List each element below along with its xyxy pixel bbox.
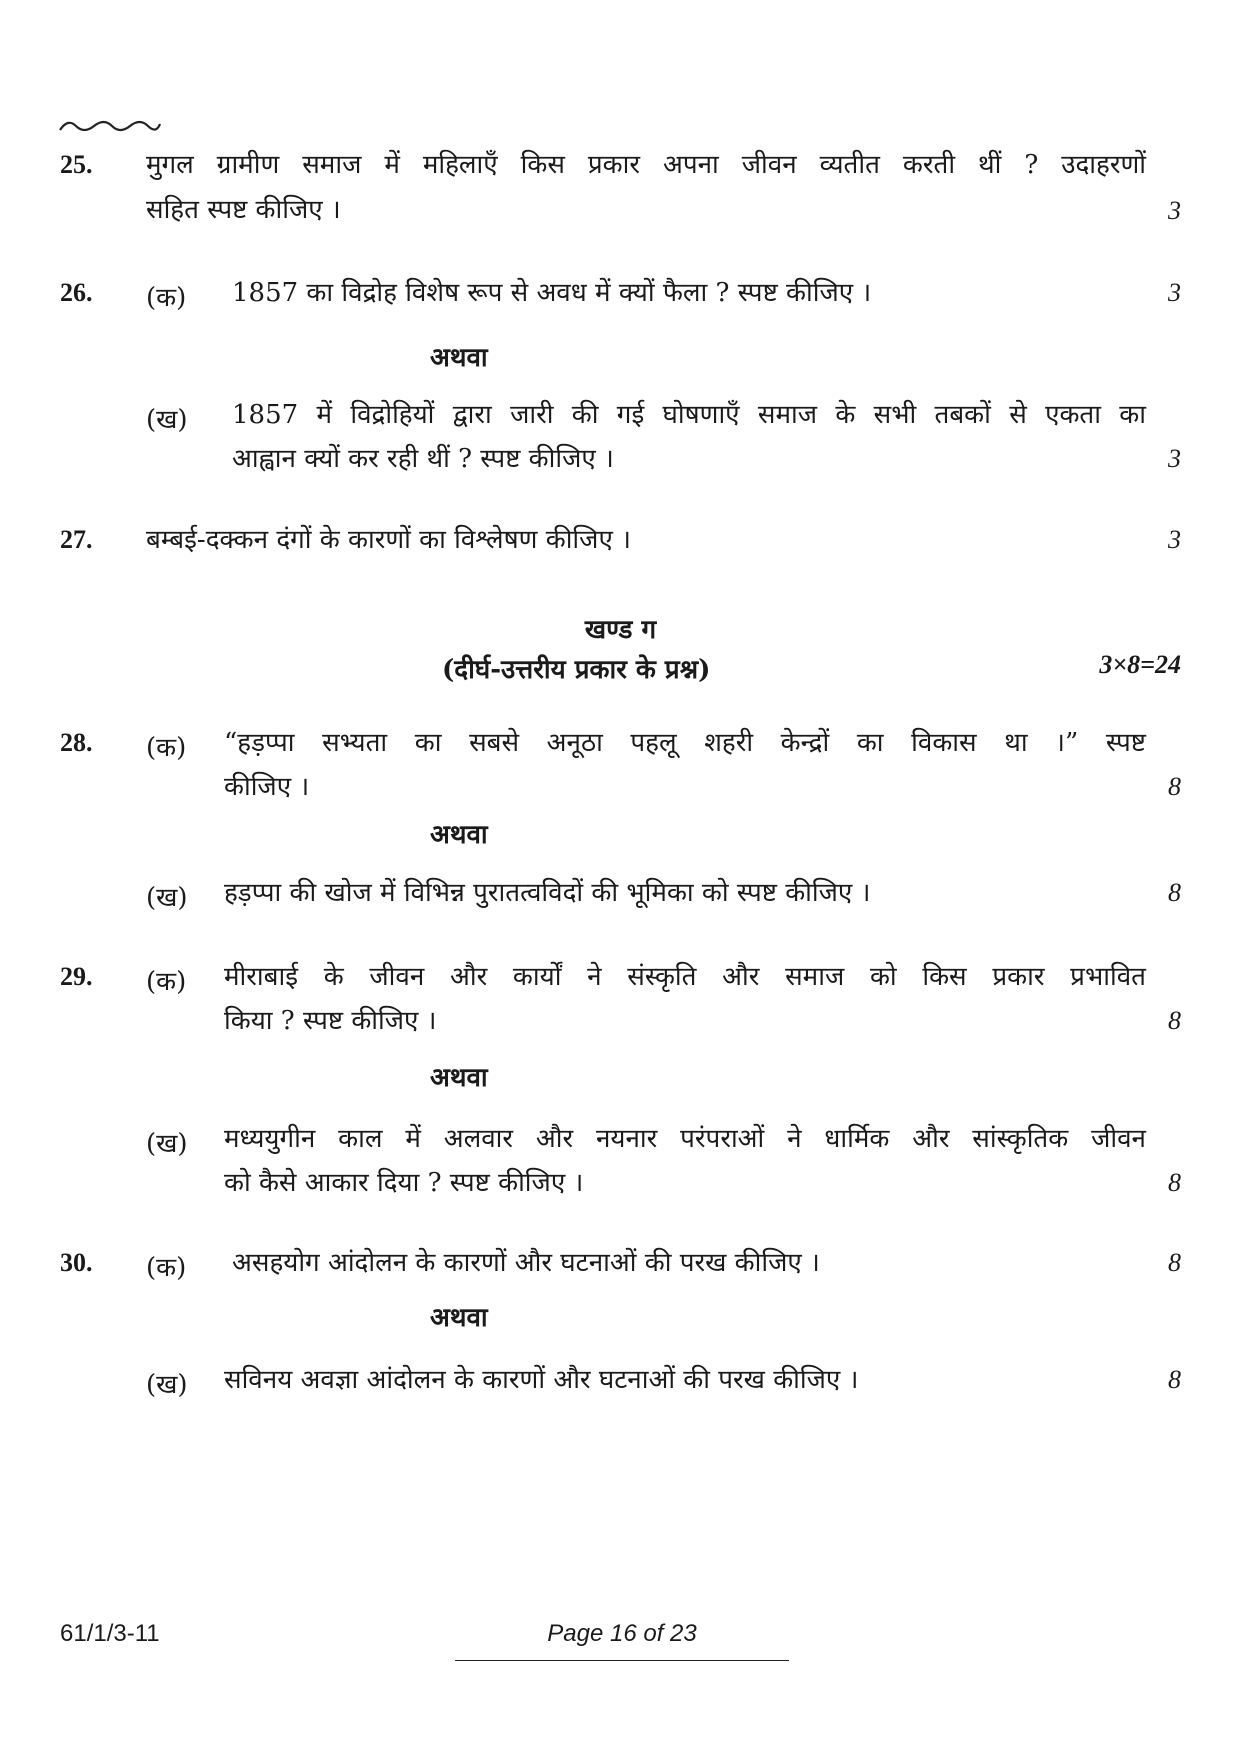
paper-code: 61/1/3-11	[60, 1620, 160, 1647]
question-text-line: हड़प्पा की खोज में विभिन्न पुरातत्वविदों की भूमिका को स्पष्ट कीजिए ।	[224, 878, 871, 908]
question-text-line: बम्बई-दक्कन दंगों के कारणों का विश्लेषण कीजिए ।	[146, 525, 631, 555]
question-number: 28.	[60, 728, 93, 757]
marks-label: 8	[1168, 1248, 1181, 1277]
marks-label: 3	[1168, 196, 1181, 225]
option-label: (क)	[146, 733, 187, 763]
or-separator: अथवा	[430, 1063, 488, 1093]
marks-label: 3	[1168, 444, 1181, 473]
option-label: (ख)	[146, 405, 188, 435]
or-separator: अथवा	[430, 820, 488, 850]
question-text-line: सहित स्पष्ट कीजिए ।	[146, 195, 341, 225]
option-label: (क)	[146, 1253, 187, 1283]
question-text-line: मध्ययुगीन काल में अलवार और नयनार परंपराओं ने धार्मिक और सांस्कृतिक जीवन	[224, 1124, 1146, 1154]
question-text-line: किया ? स्पष्ट कीजिए ।	[224, 1006, 437, 1036]
question-text-line: आह्वान क्यों कर रही थीं ? स्पष्ट कीजिए ।	[232, 444, 614, 474]
marks-label: 8	[1168, 772, 1181, 801]
or-separator: अथवा	[430, 1303, 488, 1333]
option-label: (ख)	[146, 883, 188, 913]
option-label: (क)	[146, 967, 187, 997]
option-label: (क)	[146, 283, 187, 313]
question-number: 27.	[60, 525, 93, 554]
or-separator: अथवा	[430, 343, 488, 373]
marks-label: 8	[1168, 1365, 1181, 1394]
question-text-line: मीराबाई के जीवन और कार्यों ने संस्कृति और समाज को किस प्रकार प्रभावित	[224, 962, 1146, 992]
question-number: 25.	[60, 150, 93, 179]
marks-label: 3	[1168, 525, 1181, 554]
page-number: Page 16 of 23	[547, 1620, 697, 1647]
section-title: खण्ड ग	[584, 615, 657, 645]
question-text-line: सविनय अवज्ञा आंदोलन के कारणों और घटनाओं की परख कीजिए ।	[224, 1365, 859, 1395]
question-text-line: “हड़प्पा सभ्यता का सबसे अनूठा पहलू शहरी केन्द्रों का विकास था ।” स्पष्ट	[224, 728, 1146, 758]
marks-label: 3	[1168, 278, 1181, 307]
footer-divider	[455, 1660, 789, 1661]
question-text-line: असहयोग आंदोलन के कारणों और घटनाओं की परख कीजिए ।	[232, 1248, 820, 1278]
wave-ornament-icon	[58, 112, 162, 142]
question-text-line: 1857 में विद्रोहियों द्वारा जारी की गई घोषणाएँ समाज के सभी तबकों से एकता का	[232, 400, 1146, 430]
option-label: (ख)	[146, 1370, 188, 1400]
option-label: (ख)	[146, 1129, 188, 1159]
question-text-line: को कैसे आकार दिया ? स्पष्ट कीजिए ।	[224, 1168, 584, 1198]
question-text-line: 1857 का विद्रोह विशेष रूप से अवध में क्यों फैला ? स्पष्ट कीजिए ।	[232, 278, 872, 308]
question-number: 26.	[60, 278, 93, 307]
question-text-line: कीजिए ।	[224, 772, 310, 802]
question-text-line: मुगल ग्रामीण समाज में महिलाएँ किस प्रकार अपना जीवन व्यतीत करती थीं ? उदाहरणों	[146, 150, 1146, 180]
section-subtitle: (दीर्घ-उत्तरीय प्रकार के प्रश्न)	[442, 655, 711, 685]
section-marks: 3×8=24	[1099, 650, 1181, 679]
marks-label: 8	[1168, 878, 1181, 907]
marks-label: 8	[1168, 1168, 1181, 1197]
marks-label: 8	[1168, 1006, 1181, 1035]
question-number: 30.	[60, 1248, 93, 1277]
question-number: 29.	[60, 962, 93, 991]
